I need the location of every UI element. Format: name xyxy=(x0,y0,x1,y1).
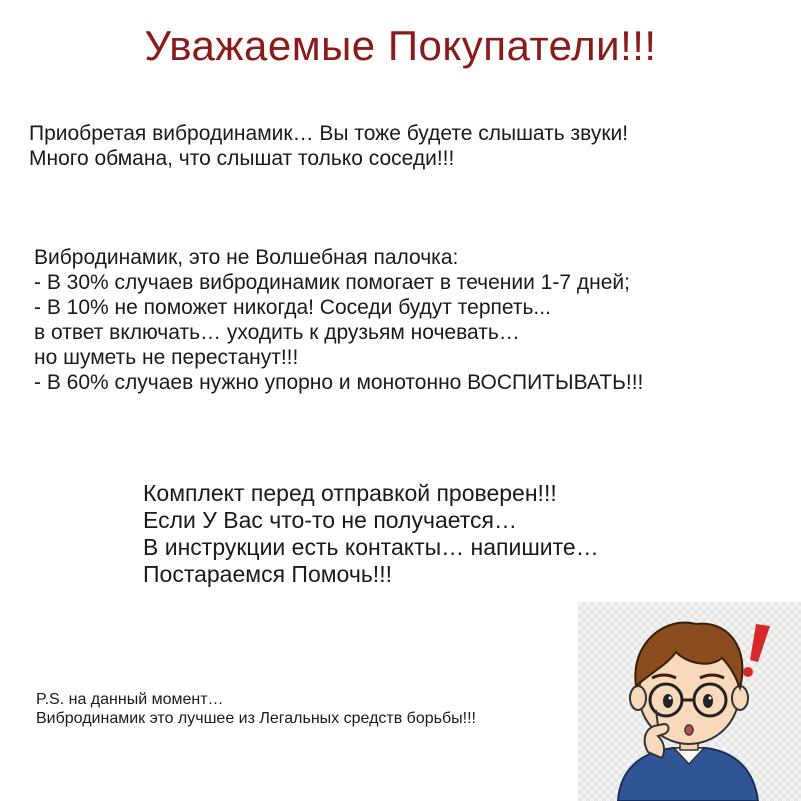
effectiveness-line-2: - В 30% случаев вибродинамик помогает в течении 1-7 дней; xyxy=(34,271,630,294)
effectiveness-line-3: - В 10% не поможет никогда! Соседи будут терпеть... xyxy=(34,296,551,319)
effectiveness-line-5: но шуметь не перестанут!!! xyxy=(34,346,299,369)
thinking-boy-illustration xyxy=(578,602,801,801)
postscript xyxy=(36,690,476,728)
support-line-3: В инструкции есть контакты… напишите… xyxy=(143,534,599,560)
effectiveness-line-6: - В 60% случаев нужно упорно и монотонно ВОСПИТЫВАТЬ!!! xyxy=(34,371,644,394)
effectiveness-line-4: в ответ включать… уходить к друзьям ночевать… xyxy=(34,321,520,344)
support-paragraph xyxy=(143,480,599,588)
intro-paragraph xyxy=(29,121,628,171)
postscript-line-2: Вибродинамик это лучшее из Легальных средств борьбы!!! xyxy=(36,710,476,727)
thinking-boy-icon xyxy=(578,602,801,801)
effectiveness-line-1: Вибродинамик, это не Волшебная палочка: xyxy=(34,246,459,269)
support-line-4: Постараемся Помочь!!! xyxy=(143,561,392,587)
postscript-line-1: P.S. на данный момент… xyxy=(36,691,224,708)
intro-line-2: Много обмана, что слышат только соседи!!! xyxy=(29,147,455,170)
support-line-2: Если У Вас что-то не получается… xyxy=(143,507,518,533)
page-title: Уважаемые Покупатели!!! xyxy=(144,22,657,69)
intro-line-1: Приобретая вибродинамик… Вы тоже будете слышать звуки! xyxy=(29,122,629,145)
support-line-1: Комплект перед отправкой проверен!!! xyxy=(143,480,557,506)
effectiveness-paragraph xyxy=(34,245,643,395)
